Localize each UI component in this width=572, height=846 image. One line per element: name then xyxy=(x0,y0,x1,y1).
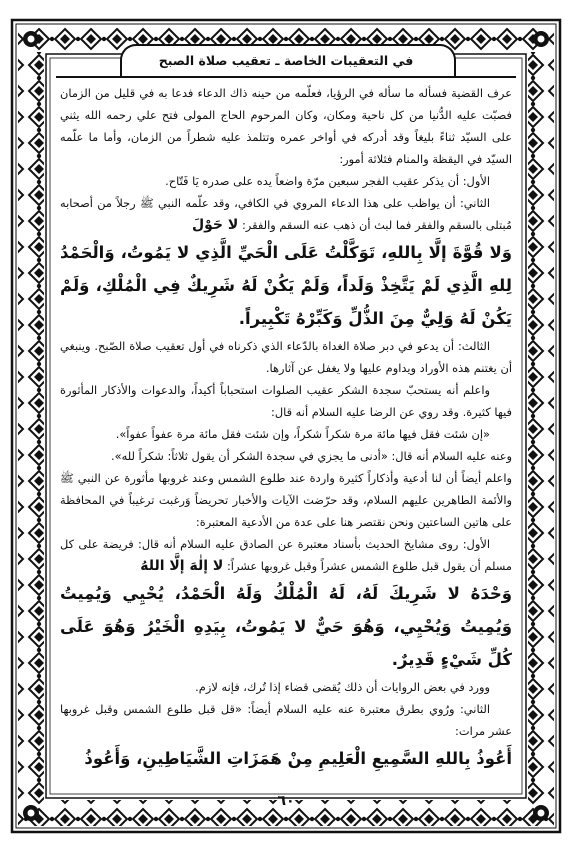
paragraph: واعلم أيضاً أن لنا أدعية وأذكاراً كثيرة واردة عند طلوع الشمس وعند غروبها مأثورة عن النبي ﷺ والأئمة الطاهرين عليهم السلام، وقد حرّضت الآيات والأخبار تحريضاً وَرغبت ترغيباً في المحافظة على هاتين الساعتين ونحن نقتصر هنا على عدة من الأدعية المعتبرة: xyxy=(60,471,512,529)
paragraph: الثالث: أن يدعو في دبر صلاة الغداة بالدّعاء الذي ذكرناه في أول تعقيب صلاة الصّبح. وينبغي أن يغتنم هذه الأوراد ويداوم عليها ولا يغفل عن آثارها. xyxy=(60,339,512,375)
dua-opening: لا إلٰهَ إلَّا اللهُ xyxy=(140,558,224,574)
dua-text: وَحْدَهُ لا شَرِيكَ لَهُ، لَهُ الْمُلْكُ وَلَهُ الْحَمْدُ، يُحْيِي وَيُمِيتُ وَيُمِيتُ وَيُحْيِي، وَهُوَ حَيٌّ لا يَمُوتُ، بِيَدِهِ الْخَيْرُ وَهُوَ عَلَى كُلِّ شَيْءٍ قَدِيرٌ. xyxy=(60,584,512,669)
dua-text: أَعُوذُ بِاللهِ السَّمِيعِ الْعَلِيمِ مِنْ هَمَزَاتِ الشَّيَاطِينِ، وَأَعُوذُ xyxy=(84,749,512,768)
dua-opening: لا حَوْلَ xyxy=(192,217,239,233)
paragraph-text: الثاني: أن يواظب على هذا الدعاء المروي في الكافي، وقد علّمه النبي ﷺ رجلاً من أصحابه مُبتلى بالسقم والفقر فما لبث أن ذهب عنه السقم والفقر: xyxy=(60,196,512,232)
page-title: في التعقيبات الخاصة ـ تعقيب صلاة الصبح xyxy=(158,53,414,68)
paragraph: عرف القضية فسأله ما سأله في الرؤيا، فعلّمه من حينه ذاك الدعاء فدعا به في قليل من الزمان فصبّت عليه الدُّنيا من كل ناحية ومكان، وكان المرحوم الحاج المولى فتح علي رحمه الله يثني على السيّد ثناءً بليغاً وقد أدركه في أواخر عمره وتتلمذ عليه شطراً من الزمان، وأما ما علّمه السيّد في اليقظة والمنام فثلاثة أمور: xyxy=(60,86,512,166)
paragraph: الثاني: ورُوي بطرق معتبرة عنه عليه السلام أيضاً: «قل قبل طلوع الشمس وقبل غروبها عشر مرات: xyxy=(60,702,512,738)
paragraph: وعنه عليه السلام أنه قال: «أدنى ما يجزي في سجدة الشكر أن يقول ثلاثاً: شكراً لله». xyxy=(111,449,512,463)
paragraph: وورد في بعض الروايات أن ذلك يُقضى قضاء إذا تُرك، فإنه لازم. xyxy=(195,680,490,694)
paragraph: الأول: أن يذكر عقيب الفجر سبعين مرّة واضعاً يده على صدره يَا فَتّاح. xyxy=(165,174,490,188)
quote: «إن شئت فقل فيها مائة مرة شكراً شكراً، وإن شئت فقل مائة مرة عفواً عفواً». xyxy=(115,427,490,441)
page-header xyxy=(120,44,452,78)
header-rule xyxy=(56,76,516,78)
paragraph xyxy=(60,533,512,577)
page-content xyxy=(60,82,512,782)
page-number: ٦٠ xyxy=(277,793,295,809)
paragraph xyxy=(60,192,512,236)
dua-text: وَلا قُوَّةَ إلَّا بِاللهِ، تَوَكَّلْتُ عَلَى الْحَيِّ الَّذِي لا يَمُوتُ، وَالْحَمْدُ لِلهِ الَّذِي لَمْ يَتَّخِذْ وَلَداً، وَلَمْ يَكُنْ لَهُ شَرِيكٌ فِي الْمُلْكِ، وَلَمْ يَكُنْ لَهُ وَلِيٌّ مِنَ الذُّلِّ وَكَبِّرْهُ تَكْبِيراً. xyxy=(60,243,512,328)
paragraph-text: الأول: روى مشايخ الحديث بأسناد معتبرة عن الصادق عليه السلام أنه قال: فريضة على كل مسلم أن يقول قبل طلوع الشمس عشراً وقبل غروبها عشراً: xyxy=(60,537,512,573)
paragraph: واعلم أنه يستحبّ سجدة الشكر عقيب الصلوات استحباباً أكيداً، والدعوات والأذكار المأثورة فيها كثيرة. وقد روي عن الرضا عليه السلام أنه قال: xyxy=(60,383,512,419)
